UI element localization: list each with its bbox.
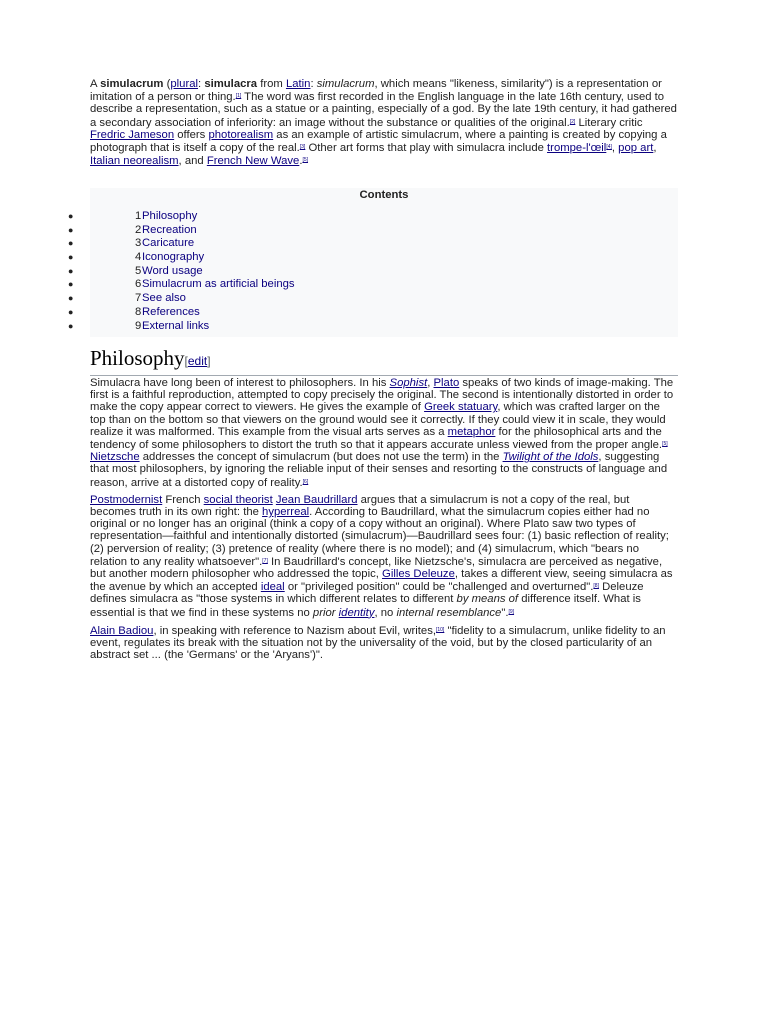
toc-label[interactable]: External links bbox=[142, 319, 210, 332]
toc-number: 9 bbox=[135, 319, 142, 332]
hyperreal-link[interactable]: hyperreal bbox=[262, 506, 310, 519]
bullet-icon: ● bbox=[68, 306, 74, 317]
by-means-of: by means of bbox=[456, 593, 519, 606]
ref-4[interactable]: [4] bbox=[606, 144, 612, 151]
text: , takes a different view, seeing simulacra as the avenue by which an accepted bbox=[90, 568, 673, 594]
sophist-title: Sophist bbox=[389, 377, 428, 389]
text: The word was first recorded in the English language in the late 16th century, used to describe a representation, such as a statue or a painting, especially of a god. By the late 19th century, it had gathered a secondary association of inferiority: an image without the substance or qualities of the original. bbox=[90, 91, 677, 129]
text: argues that a simulacrum is not a copy of the real, but becomes truth in its own right: the bbox=[90, 493, 630, 519]
identity-link[interactable] bbox=[339, 607, 375, 619]
paragraph-baudrillard bbox=[90, 494, 678, 619]
badiou-link[interactable]: Alain Badiou bbox=[90, 624, 154, 637]
toc-item-caricature[interactable] bbox=[68, 237, 678, 251]
toc-label[interactable]: Word usage bbox=[142, 264, 203, 277]
text: . bbox=[299, 155, 303, 168]
toc-number: 1 bbox=[135, 210, 142, 222]
edit-link[interactable]: edit bbox=[187, 354, 208, 368]
toc-list bbox=[68, 210, 678, 333]
toc-number: 2 bbox=[135, 223, 142, 236]
toc-label[interactable]: Simulacrum as artificial beings bbox=[142, 278, 295, 291]
text: , bbox=[427, 377, 434, 389]
toc-item-external-links[interactable] bbox=[68, 319, 678, 334]
edit-section bbox=[185, 354, 211, 368]
text: French bbox=[162, 493, 204, 506]
prior: prior bbox=[312, 606, 336, 619]
social-theorist-link[interactable]: social theorist bbox=[203, 493, 273, 506]
toc-item-recreation[interactable] bbox=[68, 223, 678, 238]
text: , bbox=[653, 142, 657, 155]
text: , in speaking with reference to Nazism about Evil, writes, bbox=[153, 624, 436, 637]
text: , and bbox=[178, 155, 207, 168]
bullet-icon: ● bbox=[68, 238, 74, 249]
intro-paragraph bbox=[90, 78, 678, 167]
ref-10[interactable]: [10] bbox=[435, 626, 445, 633]
toc-item-philosophy[interactable] bbox=[68, 210, 678, 224]
text: or "privileged position" could be "challenged and overturned". bbox=[284, 581, 594, 594]
toc-number: 4 bbox=[135, 251, 142, 264]
toc-number: 3 bbox=[135, 237, 142, 250]
toc-number: 8 bbox=[135, 305, 142, 318]
text: Literary critic bbox=[575, 116, 643, 129]
sophist-link[interactable] bbox=[390, 377, 428, 389]
ref-2[interactable]: [2] bbox=[569, 118, 576, 125]
toc-label[interactable]: Philosophy bbox=[142, 210, 198, 222]
twilight-title: Twilight of the Idols bbox=[502, 451, 599, 464]
text: , which was crafted larger on the top than on the bottom so that viewers on the ground would see it correctly. If they could view it in scale, they would realize it was malformed. This example from the visual arts serves as a bbox=[90, 401, 666, 438]
ref-8[interactable]: [8] bbox=[593, 583, 599, 590]
table-of-contents bbox=[68, 188, 678, 337]
toc-item-see-also[interactable] bbox=[68, 292, 678, 306]
ideal-link[interactable]: ideal bbox=[260, 581, 285, 594]
french-new-wave-link[interactable]: French New Wave bbox=[206, 155, 300, 168]
text: from bbox=[257, 78, 286, 90]
deleuze-link[interactable]: Gilles Deleuze bbox=[382, 568, 455, 581]
toc-label[interactable]: Iconography bbox=[142, 251, 205, 264]
toc-label[interactable]: References bbox=[142, 305, 200, 318]
bracket: [ bbox=[184, 354, 188, 368]
ref-9[interactable]: [9] bbox=[508, 608, 515, 615]
metaphor-link[interactable]: metaphor bbox=[447, 425, 496, 438]
text: , suggesting that most philosophers, by ignoring the reliable input of their senses and resorting to the constructs of language and reason, arrive at a distorted copy of reality. bbox=[90, 451, 668, 489]
section-heading-philosophy bbox=[90, 346, 678, 376]
toc-number: 7 bbox=[135, 292, 142, 305]
ref-7[interactable]: [7] bbox=[262, 557, 268, 564]
bracket: ] bbox=[207, 354, 211, 368]
bullet-icon: ● bbox=[68, 252, 74, 263]
toc-label[interactable]: Recreation bbox=[142, 223, 197, 236]
intro-section bbox=[90, 78, 678, 167]
term-bold: simulacrum bbox=[100, 78, 164, 90]
photorealism-link[interactable]: photorealism bbox=[208, 128, 274, 141]
text: , which means "likeness, similarity") is a representation or imitation of a person or thing. bbox=[90, 78, 662, 104]
text: Other art forms that play with simulacra include bbox=[305, 142, 548, 155]
philosophy-section bbox=[90, 377, 678, 666]
plural-term-bold: simulacra bbox=[204, 78, 258, 90]
text: . According to Baudrillard, what the simulacrum copies either had no original or no longer has an original (think a copy of a copy without an original). Where Plato saw two types of representation—faithful and intentionally distorted (simulacrum)—Baudrillard sees four: (1) basic reflection of reality; (2) perversion of reality; (3) pretence of reality (where there is no model); and (4) simulacrum, which "bears no relation to any reality whatsoever". bbox=[90, 506, 669, 568]
text: difference itself. What is essential is that we find in these systems no bbox=[90, 593, 641, 619]
text: : bbox=[198, 78, 205, 90]
postmodernist-link[interactable]: Postmodernist bbox=[90, 493, 163, 506]
toc-label[interactable]: See also bbox=[142, 292, 186, 305]
bullet-icon: ● bbox=[68, 211, 74, 221]
toc-title: Contents bbox=[359, 189, 409, 201]
ref-5b[interactable]: [5] bbox=[662, 441, 668, 448]
italian-neorealism-link[interactable]: Italian neorealism bbox=[90, 155, 179, 168]
toc-item-word-usage[interactable] bbox=[68, 264, 678, 279]
bullet-icon: ● bbox=[68, 293, 74, 304]
ref-6[interactable]: [6] bbox=[302, 478, 309, 485]
text: ( bbox=[163, 78, 171, 90]
internal-resemblance: internal resemblance bbox=[396, 606, 502, 619]
latin-link[interactable]: Latin bbox=[285, 78, 311, 90]
text: offers bbox=[174, 128, 209, 141]
text: "fidelity to a simulacrum, unlike fidelity to an event, regulates its break with the situation not by the universality of the void, but by the closed particularity of an abstract set ... (the 'Germans' or the 'Aryans')". bbox=[90, 624, 666, 662]
greek-statuary-link[interactable]: Greek statuary bbox=[424, 401, 498, 414]
text: A bbox=[90, 78, 101, 90]
bullet-icon: ● bbox=[68, 320, 74, 331]
toc-item-iconography[interactable] bbox=[68, 251, 678, 265]
nietzsche-link[interactable]: Nietzsche bbox=[90, 451, 140, 464]
text: In Baudrillard's concept, like Nietzsche's, simulacra are perceived as negative, but another modern philosopher who addressed the topic, bbox=[90, 555, 663, 581]
text: speaks of two kinds of image-making. The first is a faithful reproduction, attempted to copy precisely the original. The second is intentionally distorted in order to make the copy appear correct to viewers. He gives the example of bbox=[90, 377, 674, 414]
text: , no bbox=[374, 606, 397, 619]
toc-item-artificial-beings[interactable] bbox=[68, 278, 678, 292]
toc-item-references[interactable] bbox=[68, 305, 678, 320]
text: addresses the concept of simulacrum (but does not use the term) in the bbox=[139, 451, 503, 464]
toc-label[interactable]: Caricature bbox=[142, 237, 195, 250]
toc-number: 5 bbox=[135, 264, 142, 277]
latin-word: simulacrum bbox=[316, 78, 375, 90]
toc-number: 6 bbox=[135, 278, 142, 291]
plural-link[interactable]: plural bbox=[170, 78, 199, 90]
text: Simulacra have long been of interest to philosophers. In his bbox=[90, 377, 390, 389]
bullet-icon: ● bbox=[68, 224, 74, 235]
baudrillard-link[interactable]: Jean Baudrillard bbox=[275, 493, 358, 506]
plato-link[interactable]: Plato bbox=[433, 377, 460, 389]
text: : bbox=[310, 78, 317, 90]
identity-text: identity bbox=[338, 606, 375, 619]
twilight-link[interactable] bbox=[503, 451, 599, 463]
text: ". bbox=[501, 606, 509, 619]
text: as an example of artistic simulacrum, where a painting is created by copying a photograph that is itself a copy of the real. bbox=[90, 128, 667, 155]
paragraph-badiou bbox=[90, 624, 678, 662]
pop-art-link[interactable]: pop art bbox=[618, 142, 654, 155]
jameson-link[interactable]: Fredric Jameson bbox=[90, 128, 175, 141]
bullet-icon: ● bbox=[68, 265, 74, 276]
bullet-icon: ● bbox=[68, 279, 74, 290]
ref-3[interactable]: [3] bbox=[299, 144, 306, 151]
text: Deleuze defines simulacra as "those systems in which different relates to different bbox=[90, 581, 644, 606]
ref-5[interactable]: [5] bbox=[302, 157, 309, 164]
ref-1[interactable]: [1] bbox=[235, 93, 242, 100]
text: , bbox=[611, 142, 619, 155]
text: for the philosophical arts and the tendency of some philosophers to distort the truth so that it appears accurate unless viewed from the proper angle. bbox=[90, 425, 663, 452]
trompe-loeil-link[interactable]: trompe-l'œil bbox=[547, 142, 607, 155]
heading-text: Philosophy bbox=[90, 346, 185, 370]
paragraph-plato bbox=[90, 377, 678, 489]
